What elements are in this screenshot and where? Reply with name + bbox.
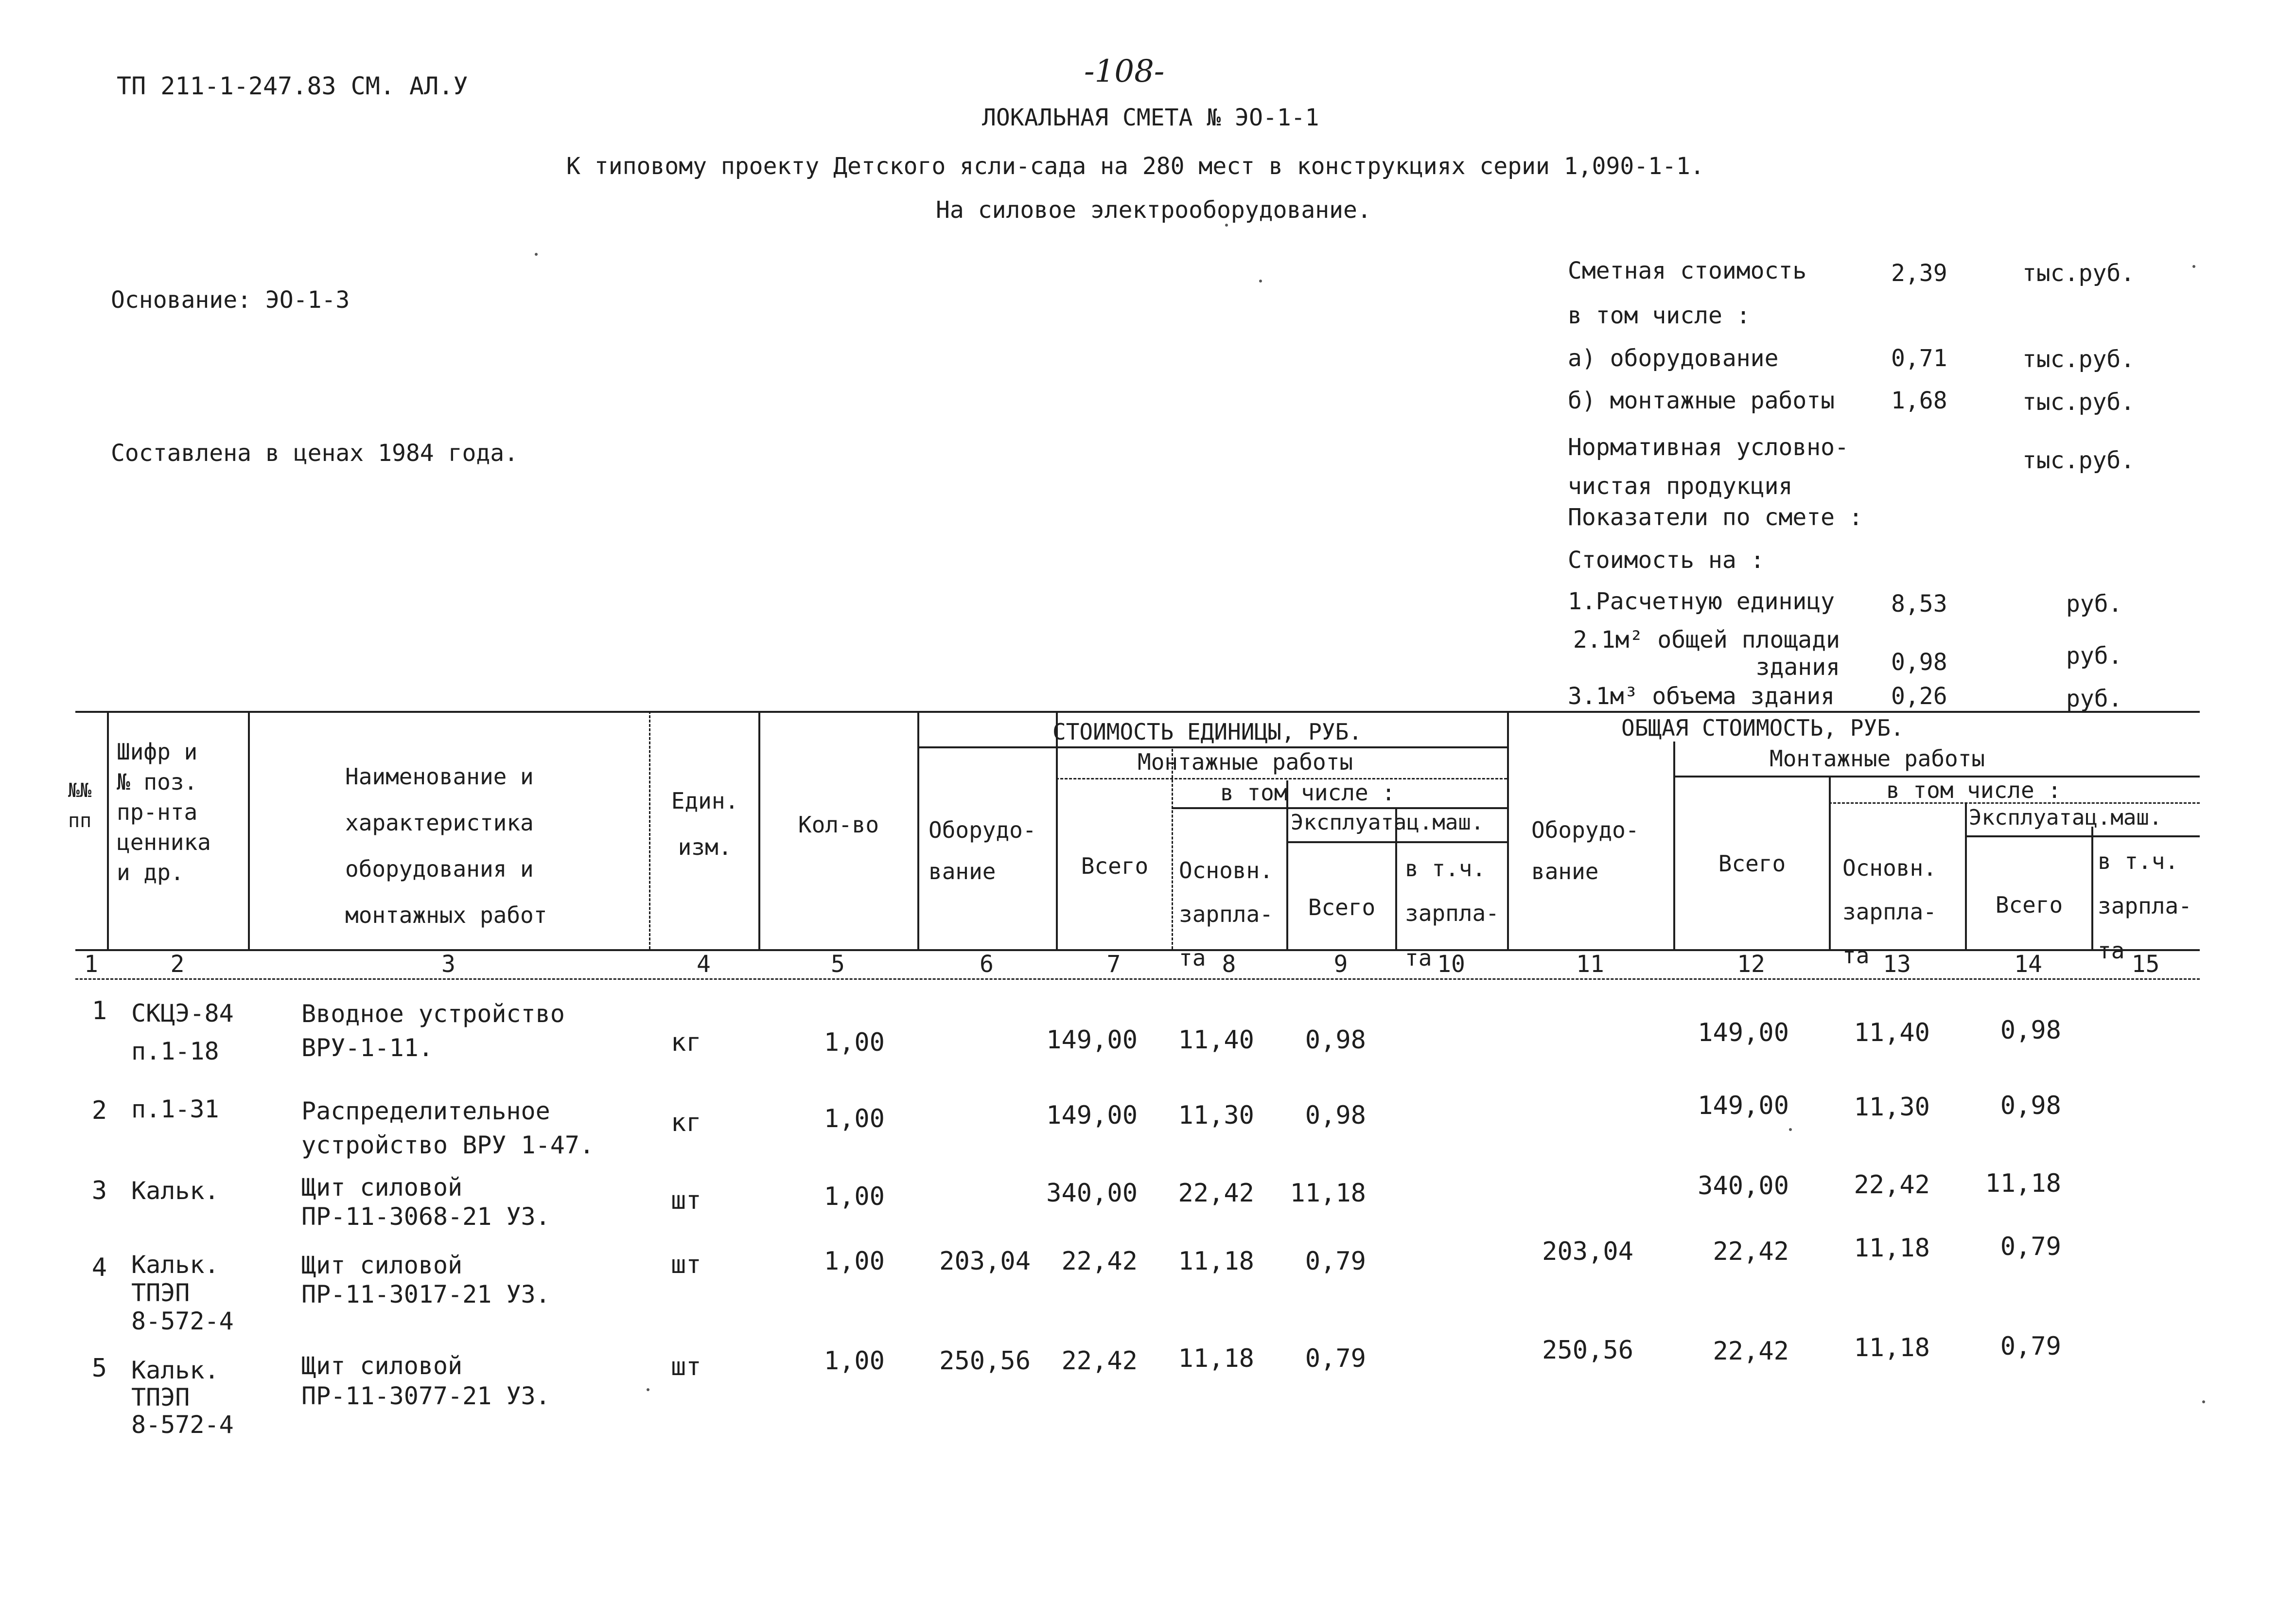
summary-label: 1.Расчетную единицу [1568, 588, 1835, 615]
row-unit: шт [671, 1186, 701, 1215]
col-header-machine-wage: в т.ч. зарпла- та [1405, 855, 1499, 971]
row-total: 149,00 [1046, 1025, 1138, 1055]
scan-speck [647, 1388, 649, 1391]
table-rule [1172, 807, 1507, 809]
basis-text: Основание: ЭО-1-3 [111, 286, 350, 314]
col-number: 4 [697, 951, 711, 978]
col-header-wage: Основн. зарпла- та [1179, 857, 1273, 971]
exploit-header: Эксплуатац.маш. [1291, 810, 1484, 835]
col-header-number: №№ пп [68, 779, 92, 832]
row-number: 4 [91, 1253, 107, 1282]
summary-label: Показатели по смете : [1568, 504, 1863, 531]
row-total-wage: 22,42 [1854, 1170, 1930, 1200]
row-machine: 0,79 [1305, 1344, 1366, 1373]
row-code: Кальк. ТПЭП 8-572-4 [131, 1251, 234, 1335]
table-rule [1673, 742, 1675, 949]
montage-header: Монтажные работы [1138, 749, 1353, 775]
summary-unit: тыс.руб. [2022, 260, 2135, 287]
exploit-header: Эксплуатац.маш. [1969, 805, 2162, 830]
col-number: 10 [1437, 951, 1465, 978]
col-header-equipment: Оборудо- вание [929, 817, 1036, 884]
summary-unit: тыс.руб. [2022, 447, 2135, 474]
row-total-all: 149,00 [1698, 1018, 1789, 1047]
row-code: Кальк. [131, 1177, 219, 1205]
row-total-machine: 0,79 [2000, 1232, 2061, 1261]
table-rule [107, 711, 109, 949]
row-total-machine: 0,79 [2000, 1332, 2061, 1361]
estimate-subject: На силовое электрооборудование. [936, 196, 1371, 224]
scan-speck [2202, 1400, 2205, 1403]
summary-label: в том числе : [1568, 302, 1751, 329]
row-name: Щит силовой ПР-11-3017-21 УЗ. [301, 1251, 550, 1308]
scan-speck [1225, 224, 1228, 227]
col-header-code: Шифр и № поз. пр-нта ценника и др. [117, 739, 211, 885]
col-number: 7 [1106, 951, 1121, 978]
row-qty: 1,00 [824, 1104, 885, 1133]
summary-unit: руб. [2066, 685, 2122, 712]
row-total-equipment: 250,56 [1542, 1336, 1633, 1365]
row-unit: шт [671, 1352, 701, 1381]
col-number: 12 [1737, 951, 1765, 978]
col-number: 6 [980, 951, 994, 978]
table-rule [1965, 802, 1967, 949]
scan-speck [2192, 265, 2195, 268]
row-total-wage: 11,18 [1854, 1333, 1930, 1362]
col-header-qty: Кол-во [798, 812, 879, 838]
row-total-all: 340,00 [1698, 1171, 1789, 1201]
summary-unit: тыс.руб. [2022, 389, 2135, 416]
total-cost-header: ОБЩАЯ СТОИМОСТЬ, РУБ. [1621, 715, 1904, 741]
table-rule [1507, 711, 1509, 949]
summary-label: Сметная стоимость [1568, 257, 1807, 284]
row-qty: 1,00 [824, 1247, 885, 1276]
row-total-wage: 11,18 [1854, 1234, 1930, 1263]
row-total: 22,42 [1061, 1247, 1138, 1276]
row-wage: 11,18 [1178, 1247, 1254, 1276]
row-total-all: 149,00 [1698, 1091, 1789, 1120]
row-total-all: 22,42 [1713, 1337, 1789, 1366]
table-rule [75, 711, 2200, 713]
row-total-machine: 0,98 [2000, 1016, 2061, 1045]
col-header-name: Наименование и характеристика оборудования и монтажных работ [345, 763, 547, 928]
row-wage: 11,30 [1178, 1101, 1254, 1130]
row-code: п.1-31 [131, 1095, 219, 1123]
row-total: 149,00 [1046, 1101, 1138, 1130]
row-number: 5 [91, 1354, 107, 1383]
row-equipment: 250,56 [939, 1346, 1031, 1376]
table-rule [2091, 827, 2093, 949]
summary-label: 2.1м² общей площади здания [1573, 626, 1840, 681]
table-rule [1286, 841, 1507, 843]
col-header-total-all: Всего [1718, 850, 1786, 877]
including-header: в том числе : [1220, 779, 1396, 806]
col-number: 2 [170, 951, 185, 978]
summary-label: Нормативная условно- чистая продукция [1568, 434, 1849, 500]
summary-value: 0,26 [1891, 683, 1947, 710]
estimate-title: ЛОКАЛЬНАЯ СМЕТА № ЭО-1-1 [982, 104, 1319, 131]
row-wage: 22,42 [1178, 1179, 1254, 1208]
row-code: Кальк. ТПЭП 8-572-4 [131, 1356, 234, 1439]
col-number: 5 [831, 951, 845, 978]
col-number: 9 [1333, 951, 1348, 978]
summary-unit: руб. [2066, 590, 2122, 618]
row-machine: 11,18 [1290, 1179, 1366, 1208]
row-total-all: 22,42 [1713, 1237, 1789, 1266]
summary-label: б) монтажные работы [1568, 387, 1835, 414]
col-header-total-wage: Основн. зарпла- та [1842, 855, 1937, 969]
table-rule [1286, 780, 1288, 949]
table-rule [1965, 835, 2200, 837]
montage-header: Монтажные работы [1770, 745, 1985, 772]
row-total-machine: 0,98 [2000, 1091, 2061, 1120]
row-unit: кг [671, 1028, 701, 1057]
table-rule [248, 711, 250, 949]
estimate-subtitle: К типовому проекту Детского ясли-сада на 280 мест в конструкциях серии 1,090-1-1. [566, 153, 1704, 180]
col-number: 3 [441, 951, 456, 978]
col-number: 11 [1576, 951, 1604, 978]
col-header-unit: Един. изм. [671, 788, 739, 860]
summary-value: 2,39 [1891, 260, 1947, 287]
prices-year-text: Составлена в ценах 1984 года. [111, 440, 519, 467]
row-name: Распределительное устройство ВРУ 1-47. [301, 1097, 595, 1159]
row-machine: 0,79 [1305, 1247, 1366, 1276]
summary-label: Стоимость на : [1568, 547, 1765, 574]
row-wage: 11,18 [1178, 1344, 1254, 1373]
col-header-machine: Всего [1308, 894, 1376, 920]
col-number: 1 [84, 951, 98, 978]
row-total: 22,42 [1061, 1346, 1138, 1376]
scan-speck [535, 253, 538, 256]
unit-cost-header: СТОИМОСТЬ ЕДИНИЦЫ, РУБ. [1052, 719, 1362, 745]
col-number: 15 [2131, 951, 2160, 978]
doc-reference: ТП 211-1-247.83 СМ. АЛ.У [117, 72, 468, 100]
summary-label: 3.1м³ объема здания [1568, 683, 1835, 710]
row-unit: кг [671, 1108, 701, 1137]
row-total-wage: 11,30 [1854, 1093, 1930, 1122]
including-header: в том числе : [1886, 777, 2062, 803]
summary-value: 1,68 [1891, 387, 1947, 414]
col-header-total-machine-wage: в т.ч. зарпла- та [2098, 848, 2192, 964]
row-number: 2 [91, 1096, 107, 1125]
table-rule [758, 711, 760, 949]
row-qty: 1,00 [824, 1028, 885, 1057]
row-name: Щит силовой ПР-11-3077-21 УЗ. [301, 1352, 550, 1410]
row-code: СКЦЭ-84 п.1-18 [131, 999, 234, 1065]
summary-unit: тыс.руб. [2022, 346, 2135, 373]
table-rule [1829, 776, 1831, 949]
row-qty: 1,00 [824, 1346, 885, 1376]
summary-value: 8,53 [1891, 590, 1947, 618]
page-number: -108- [1084, 53, 1165, 89]
row-number: 3 [91, 1176, 107, 1205]
row-wage: 11,40 [1178, 1025, 1254, 1055]
row-total-machine: 11,18 [1985, 1169, 2061, 1198]
summary-unit: руб. [2066, 642, 2122, 670]
row-machine: 0,98 [1305, 1025, 1366, 1055]
col-header-total-equipment: Оборудо- вание [1531, 817, 1639, 884]
col-header-total: Всего [1081, 853, 1149, 879]
row-total-wage: 11,40 [1854, 1018, 1930, 1047]
row-equipment: 203,04 [939, 1247, 1031, 1276]
table-rule [917, 746, 1507, 748]
row-qty: 1,00 [824, 1182, 885, 1211]
row-number: 1 [91, 996, 107, 1025]
row-name: Вводное устройство ВРУ-1-11. [301, 1000, 565, 1062]
row-machine: 0,98 [1305, 1101, 1366, 1130]
col-number: 14 [2014, 951, 2042, 978]
summary-value: 0,71 [1891, 345, 1947, 372]
col-header-total-machine: Всего [1995, 892, 2063, 918]
table-rule [649, 711, 650, 949]
col-number: 8 [1222, 951, 1236, 978]
table-rule [75, 978, 2200, 980]
row-unit: шт [671, 1250, 701, 1279]
summary-label: а) оборудование [1568, 345, 1779, 372]
summary-value: 0,98 [1891, 649, 1947, 676]
scan-speck [1789, 1128, 1792, 1131]
col-number: 13 [1883, 951, 1911, 978]
row-total: 340,00 [1046, 1179, 1138, 1208]
row-total-equipment: 203,04 [1542, 1237, 1633, 1266]
row-name: Щит силовой ПР-11-3068-21 УЗ. [301, 1173, 550, 1231]
scan-speck [1259, 280, 1262, 283]
